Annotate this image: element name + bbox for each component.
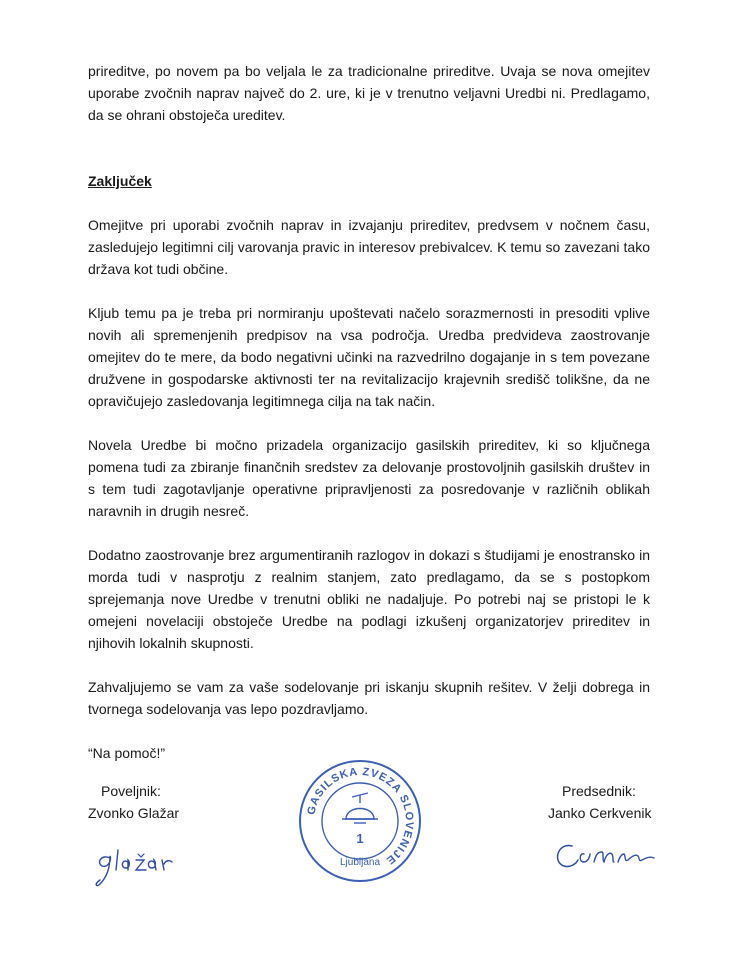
letter-body (88, 60, 650, 764)
section-heading-conclusion: Zaključek (88, 173, 152, 189)
paragraph-proposal: Dodatno zaostrovanje brez argumentiranih razlogov in dokazi s študijami je enostransko in morda tudi v nasprotju z realnim stanjem, zato predlagamo, da se s postopkom sprejemanja nove Uredbe v trenutni obliki ne nadaljuje. Po potrebi naj se pristopi le k omejeni novelaciji obstoječe Uredbe na podlagi izkušenj organizatorjev prireditev in njihovih lokalnih skupnosti. (88, 547, 650, 651)
paragraph-firefighter-events: Novela Uredbe bi močno prizadela organizacijo gasilskih prireditev, ki so ključnega pomena tudi za zbiranje finančnih sredstev za delovanje prostovoljnih gasilskih društev in s tem tudi zagotavljanje operativne pripravljenosti za posredovanje v različnih oblikah naravnih in drugih nesreč. (88, 437, 650, 519)
paragraph-intro-continuation: prireditve, po novem pa bo veljala le za tradicionalne prireditve. Uvaja se nova omejitev uporabe zvočnih naprav največ do 2. ure, ki je v trenutno veljavni Uredbi ni. Predlagamo, da se ohrani obstoječa ureditev. (88, 63, 650, 123)
stamp-number: 1 (356, 831, 364, 846)
signatory-name-commander: Zvonko Glažar (88, 805, 180, 821)
stamp-city: Ljubljana (339, 857, 381, 868)
signature-block-commander (88, 780, 179, 824)
helmet-emblem-icon (342, 793, 378, 823)
official-stamp (296, 757, 424, 885)
stamp-ring-text: GASILSKA ZVEZA SLOVENIJE (305, 765, 416, 867)
handwritten-signature-president (550, 836, 660, 876)
signatory-role-commander: Poveljnik: (101, 783, 161, 799)
paragraph-thanks: Zahvaljujemo se vam za vaše sodelovanje pri iskanju skupnih rešitev. V želji dobrega in tvornega sodelovanja vas lepo pozdravljamo. (88, 679, 650, 717)
closing-salute: “Na pomoč!” (88, 745, 166, 761)
paragraph-proportionality: Kljub temu pa je treba pri normiranju upoštevati načelo sorazmernosti in presoditi vplive novih ali spremenjenih predpisov na vsa področja. Uredba predvideva zaostrovanje omejitev do te mere, da bodo negativni učinki na razvedrilno dogajanje in s tem povezane družvene in gospodarske aktivnosti ter na revitalizacijo krajevnih središč tolikšne, da ne opravičujejo zasledovanja legitimnega cilja na tak način. (88, 305, 650, 409)
signature-block-president (548, 780, 652, 824)
signatory-name-president: Janko Cerkvenik (548, 805, 652, 821)
handwritten-signature-commander (92, 840, 182, 890)
paragraph-limits: Omejitve pri uporabi zvočnih naprav in izvajanju prireditev, predvsem v nočnem času, zasledujejo legitimni cilj varovanja pravic in interesov prebivalcev. K temu so zavezani tako država kot tudi občine. (88, 217, 650, 277)
signatory-role-president: Predsednik: (562, 783, 636, 799)
